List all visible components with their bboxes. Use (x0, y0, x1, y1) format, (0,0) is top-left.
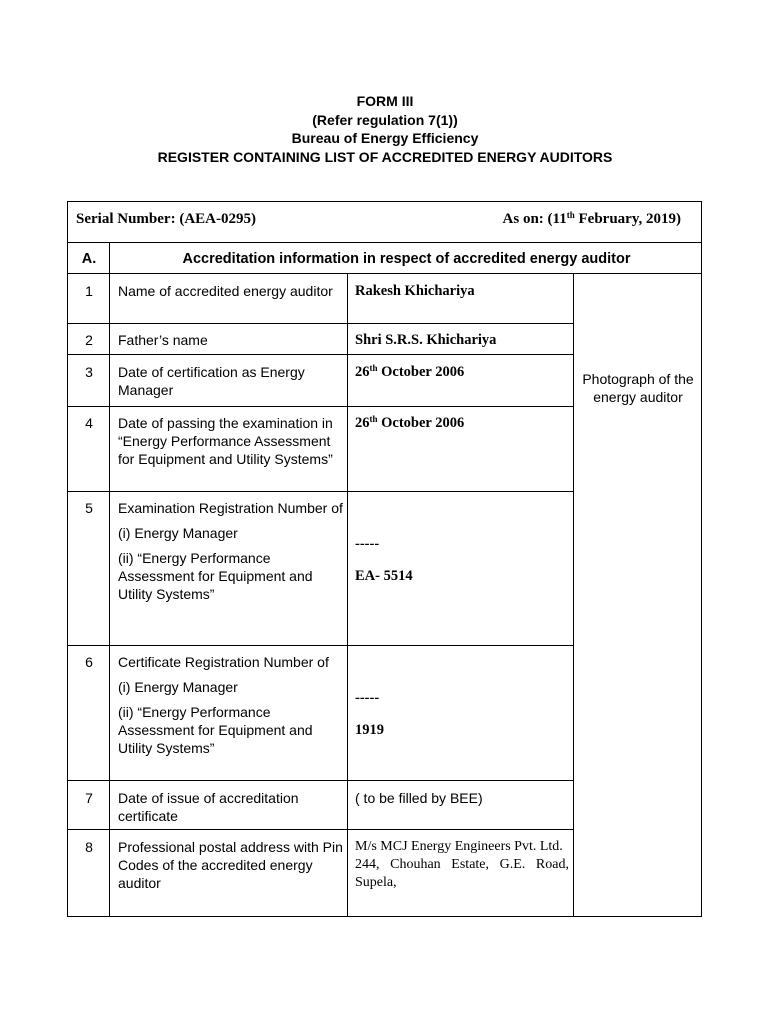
auditor-register-table (67, 201, 702, 917)
photograph-placeholder: Photograph of the energy auditor (582, 371, 694, 405)
row-label: Professional postal address with Pin Codes of the accredited energy auditor (118, 839, 343, 891)
examination-rest: October 2006 (377, 415, 465, 431)
as-on-sup: th (566, 210, 575, 220)
certification-sup: th (369, 363, 378, 373)
table-divider (68, 780, 573, 781)
certification-date (355, 363, 464, 381)
auditor-name: Rakesh Khichariya (355, 283, 475, 299)
row-label-sub: (i) Energy Manager (118, 525, 238, 541)
row-number: 4 (85, 415, 93, 431)
table-divider (68, 645, 573, 646)
table-divider (68, 829, 573, 830)
examination-sup: th (369, 414, 378, 424)
form-header (0, 92, 770, 166)
serial-value: (AEA-0295) (179, 211, 256, 227)
table-divider (68, 242, 701, 243)
section-title: Accreditation information in respect of accredited energy auditor (182, 251, 631, 267)
form-number: FORM III (356, 93, 414, 109)
table-divider (68, 406, 573, 407)
row-number: 3 (85, 364, 93, 380)
table-divider (68, 273, 701, 274)
row-number: 6 (85, 654, 93, 670)
row-label: Name of accredited energy auditor (118, 283, 333, 299)
serial-number (76, 210, 256, 228)
row-label-sub: (ii) “Energy Performance Assessment for Equipment and Utility Systems” (118, 550, 313, 602)
section-letter: A. (81, 251, 97, 267)
row-label: Date of certification as Energy Manager (118, 364, 305, 398)
certificate-epa-registration: 1919 (355, 722, 384, 738)
row-label (118, 499, 343, 603)
column-divider (347, 273, 348, 916)
certificate-em-registration: ----- (355, 690, 380, 706)
row-number: 5 (85, 500, 93, 516)
row-label-sub: (ii) “Energy Performance Assessment for Equipment and Utility Systems” (118, 704, 313, 756)
exam-em-registration: ----- (355, 536, 380, 552)
row-number: 1 (85, 283, 93, 299)
serial-label: Serial Number: (76, 211, 176, 227)
as-on-prefix: As on: (11 (502, 211, 567, 227)
organization-name: Bureau of Energy Efficiency (291, 130, 479, 146)
as-on-date (503, 210, 681, 228)
row-number: 8 (85, 839, 93, 855)
regulation-reference: (Refer regulation 7(1)) (312, 111, 458, 128)
address-line: 244, Chouhan Estate, G.E. Road, Supela, (355, 857, 569, 890)
row-label-main: Examination Registration Number of (118, 500, 343, 516)
table-divider (68, 491, 573, 492)
address-line: M/s MCJ Energy Engineers Pvt. Ltd. (355, 839, 563, 854)
row-label-sub: (i) Energy Manager (118, 679, 238, 695)
certification-day: 26 (355, 364, 370, 380)
row-number: 2 (85, 332, 93, 348)
row-label: Father’s name (118, 332, 208, 348)
row-label-main: Certificate Registration Number of (118, 654, 329, 670)
row-label: Date of passing the examination in “Energy Performance Assessment for Equipment and Utility Systems” (118, 415, 333, 467)
certification-rest: October 2006 (377, 364, 465, 380)
row-label (118, 653, 343, 757)
exam-epa-registration: EA- 5514 (355, 568, 413, 584)
table-divider (68, 323, 573, 324)
accreditation-issue-date: ( to be filled by BEE) (355, 790, 483, 806)
table-divider (68, 354, 573, 355)
examination-date (355, 414, 464, 432)
postal-address (355, 838, 569, 892)
row-label: Date of issue of accreditation certificate (118, 790, 299, 824)
row-number: 7 (85, 790, 93, 806)
father-name: Shri S.R.S. Khichariya (355, 332, 497, 348)
examination-day: 26 (355, 415, 370, 431)
as-on-suffix: February, 2019) (574, 211, 681, 227)
register-title: REGISTER CONTAINING LIST OF ACCREDITED ENERGY AUDITORS (157, 148, 613, 165)
